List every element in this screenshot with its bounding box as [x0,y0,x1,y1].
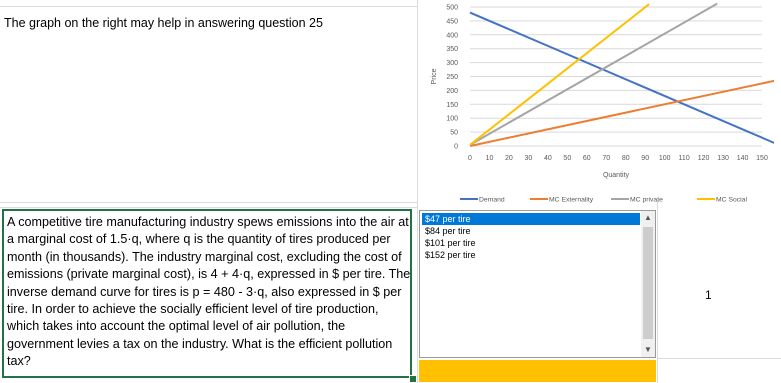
y-tick-label: 400 [446,32,458,40]
list-option[interactable]: $101 per tire [425,238,476,248]
x-tick-label: 70 [602,155,611,162]
y-tick-label: 150 [446,101,458,109]
x-tick-label: 0 [468,155,472,162]
y-tick-label: 50 [450,129,458,137]
x-tick-label: 40 [543,155,552,162]
legend-label: Demand [479,196,505,204]
chart-canvas [418,0,778,205]
list-option[interactable]: $84 per tire [425,226,471,236]
question-text: A competitive tire manufacturing industry spews emissions into the air at a marginal cost of 1.5·q, where q is the quantity of tires produced per month (in thousands). The industry marginal cost, excluding the cost of emissions (private marginal cost), is 4 + 4·q, expressed in $ per tire. The inverse demand curve for tires is p = 480 - 3·q, also expressed in $ per tire. In order to achieve the socially efficient level of tire production, which takes into account the optimal level of air pollution, the government levies a tax on the industry. What is the efficient pollution tax? [7,215,411,369]
x-tick-label: 50 [563,155,572,162]
series-line [470,79,778,146]
list-option[interactable]: $47 per tire [422,213,640,225]
x-tick-label: 130 [717,155,729,162]
fill-handle[interactable] [409,375,417,383]
x-tick-label: 80 [621,155,630,162]
answer-cell[interactable] [419,360,656,382]
y-tick-label: 250 [446,74,458,81]
series-line [470,4,717,145]
legend-label: MC Social [716,196,747,204]
legend-label: MC private [630,196,663,204]
series-line [470,13,778,146]
x-tick-label: 120 [697,155,710,162]
answer-listbox[interactable] [419,210,656,358]
listbox-scrollbar[interactable] [641,211,655,357]
chevron-up-icon[interactable]: ▲ [644,213,652,222]
legend-label: MC Externality [549,196,594,204]
x-tick-label: 140 [736,155,749,162]
list-option[interactable]: $152 per tire [425,250,476,260]
scroll-thumb[interactable] [643,227,653,339]
x-tick-label: 90 [641,155,650,162]
y-tick-label: 500 [446,4,458,12]
intro-text: The graph on the right may help in answering question 25 [4,16,323,30]
x-tick-label: 60 [582,155,591,162]
y-tick-label: 200 [446,87,458,95]
x-tick-label: 30 [524,155,533,162]
y-axis-title: Price [431,68,438,85]
cell-value: 1 [705,288,712,302]
question-cell[interactable] [2,209,412,378]
series-group [470,4,778,146]
x-tick-label: 10 [485,155,494,162]
series-line [470,4,649,145]
x-tick-label: 100 [658,155,671,162]
chart [418,0,778,205]
x-tick-label: 110 [678,155,690,162]
y-tick-label: 450 [446,18,458,26]
x-axis-title: Quantity [602,172,630,179]
chevron-down-icon[interactable]: ▼ [644,345,652,354]
x-tick-label: 20 [505,155,513,162]
y-tick-label: 300 [446,60,458,68]
y-tick-label: 100 [446,115,458,123]
x-tick-label: 150 [756,155,768,162]
y-tick-label: 350 [446,46,458,54]
y-tick-label: 0 [454,143,458,151]
